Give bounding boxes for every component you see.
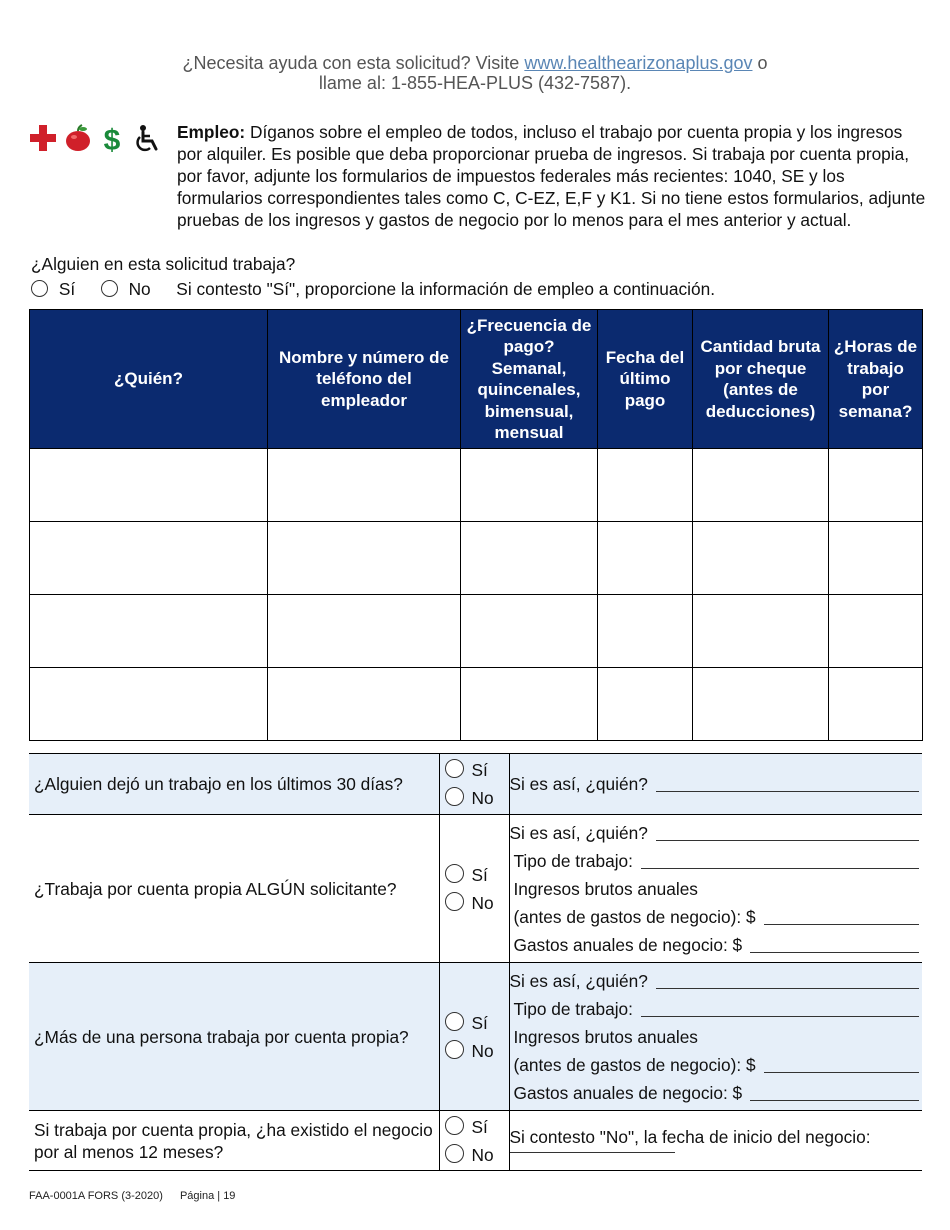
medical-cross-icon [30,124,56,152]
employment-table [29,309,923,741]
start-date-input-line[interactable] [510,1151,675,1153]
yes-label: Sí [471,1116,488,1137]
field-label: Tipo de trabajo: [513,998,633,1019]
table-cell[interactable] [268,522,461,595]
help-link[interactable]: www.healthearizonaplus.gov [524,53,753,73]
help-prefix: ¿Necesita ayuda con esta solicitud? Visite [182,53,520,73]
table-cell[interactable] [829,595,923,668]
table-cell[interactable] [30,668,268,741]
table-cell[interactable] [461,522,598,595]
col-hours: ¿Horas de trabajo por semana? [829,310,923,449]
employment-instructions [177,121,927,231]
yes-label: Sí [471,760,488,780]
field-label: Si es así, ¿quién? [509,970,648,991]
works-no-radio[interactable] [101,280,118,297]
yes-radio[interactable] [445,759,464,778]
question-text: ¿Alguien dejó un trabajo en los últimos 30 días? [29,754,439,815]
question-text: ¿Más de una persona trabaja por cuenta propia? [29,963,439,1111]
who-input-line[interactable] [656,839,919,841]
works-yes-radio[interactable] [31,280,48,297]
employment-table-header [30,310,923,449]
table-cell[interactable] [461,595,598,668]
works-answer-row [31,278,715,300]
col-employer: Nombre y número de teléfono del empleador [268,310,461,449]
no-label: No [471,1040,494,1061]
program-icons [30,124,170,156]
table-row [30,522,923,595]
help-phone: llame al: 1-855-HEA-PLUS (432-7587). [318,73,632,93]
no-radio[interactable] [445,787,464,806]
no-label: No [471,1144,494,1165]
table-cell[interactable] [461,449,598,522]
question-fields [509,815,922,963]
table-cell[interactable] [693,522,829,595]
question-text: Si trabaja por cuenta propia, ¿ha existido el negocio por al menos 12 meses? [29,1111,439,1171]
question-row-left-job [29,754,922,815]
apple-icon [64,124,92,152]
question-row-multiple-self-employed [29,963,922,1111]
col-frequency: ¿Frecuencia de pago? Semanal, quincenales, bimensual, mensual [461,310,598,449]
gross-income-input-line[interactable] [764,1071,919,1073]
table-cell[interactable] [598,522,693,595]
help-suffix: o [757,53,768,73]
field-label: (antes de gastos de negocio): $ [513,906,756,927]
table-cell[interactable] [268,595,461,668]
works-yes-label: Sí [58,279,76,299]
table-cell[interactable] [693,595,829,668]
table-cell[interactable] [598,668,693,741]
page-number: Página | 19 [179,1190,236,1202]
yes-radio[interactable] [445,1012,464,1031]
yes-radio[interactable] [445,864,464,883]
question-fields [509,754,922,815]
no-label: No [471,892,494,913]
work-type-input-line[interactable] [641,1015,919,1017]
gross-income-input-line[interactable] [764,923,919,925]
field-label: Si es así, ¿quién? [509,822,648,843]
expenses-input-line[interactable] [750,1099,919,1101]
table-cell[interactable] [30,522,268,595]
table-cell[interactable] [598,449,693,522]
col-last-pay-date: Fecha del último pago [598,310,693,449]
col-gross-amount: Cantidad bruta por cheque (antes de deducciones) [693,310,829,449]
table-cell[interactable] [268,449,461,522]
question-row-business-12-months [29,1111,922,1171]
table-row [30,668,923,741]
table-cell[interactable] [268,668,461,741]
table-cell[interactable] [829,522,923,595]
table-cell[interactable] [30,449,268,522]
field-label: Ingresos brutos anuales [513,1026,698,1047]
field-label: Gastos anuales de negocio: $ [513,934,743,955]
help-text [0,53,950,93]
expenses-input-line[interactable] [750,951,919,953]
no-radio[interactable] [445,892,464,911]
form-number: FAA-0001A FORS (3-2020) [29,1190,163,1202]
who-input-line[interactable] [656,987,919,989]
no-radio[interactable] [445,1040,464,1059]
who-input-line[interactable] [656,790,919,792]
works-question: ¿Alguien en esta solicitud trabaja? [31,254,296,274]
no-radio[interactable] [445,1144,464,1163]
employment-label: Empleo: [177,122,246,142]
self-employment-questions [29,753,922,1171]
question-row-self-employed [29,815,922,963]
field-label: Tipo de trabajo: [513,850,633,871]
employment-body: Díganos sobre el empleo de todos, incluso el trabajo por cuenta propia y los ingresos por alquiler. Es posible que deba proporcionar prueba de ingresos. Si trabaja por cuenta propia, por favor, adjunte los formularios de impuestos federales más recientes: 1040, SE y los formularios correspondientes tales como C, C-EZ, E,F y K1. Si no tiene estos formularios, adjunte pruebas de los ingresos y gastos de negocio por lo menos para el mes anterior y actual. [177,122,926,230]
field-label: Si es así, ¿quién? [509,774,648,794]
yes-label: Sí [471,1012,488,1033]
table-cell[interactable] [829,668,923,741]
footer [29,1190,249,1202]
table-cell[interactable] [693,668,829,741]
field-label: Ingresos brutos anuales [513,878,698,899]
table-cell[interactable] [30,595,268,668]
question-options [439,963,509,1111]
yes-radio[interactable] [445,1116,464,1135]
works-no-label: No [128,279,151,299]
question-text: ¿Trabaja por cuenta propia ALGÚN solicitante? [29,815,439,963]
table-cell[interactable] [829,449,923,522]
field-label: Gastos anuales de negocio: $ [513,1082,743,1103]
table-cell[interactable] [598,595,693,668]
question-fields [509,963,922,1111]
no-label: No [471,788,494,808]
table-cell[interactable] [461,668,598,741]
works-note: Si contesto "Sí", proporcione la información de empleo a continuación. [176,279,715,299]
work-type-input-line[interactable] [641,867,919,869]
table-row [30,595,923,668]
col-who: ¿Quién? [30,310,268,449]
yes-label: Sí [471,864,488,885]
question-fields [509,1111,922,1171]
wheelchair-icon [134,124,162,154]
dollar-icon [100,124,124,154]
table-cell[interactable] [693,449,829,522]
question-options [439,754,509,815]
svg-text:$: $ [103,124,121,154]
field-label: (antes de gastos de negocio): $ [513,1054,756,1075]
question-options [439,1111,509,1171]
table-row [30,449,923,522]
field-label: Si contesto "No", la fecha de inicio del negocio: [509,1126,871,1147]
question-options [439,815,509,963]
